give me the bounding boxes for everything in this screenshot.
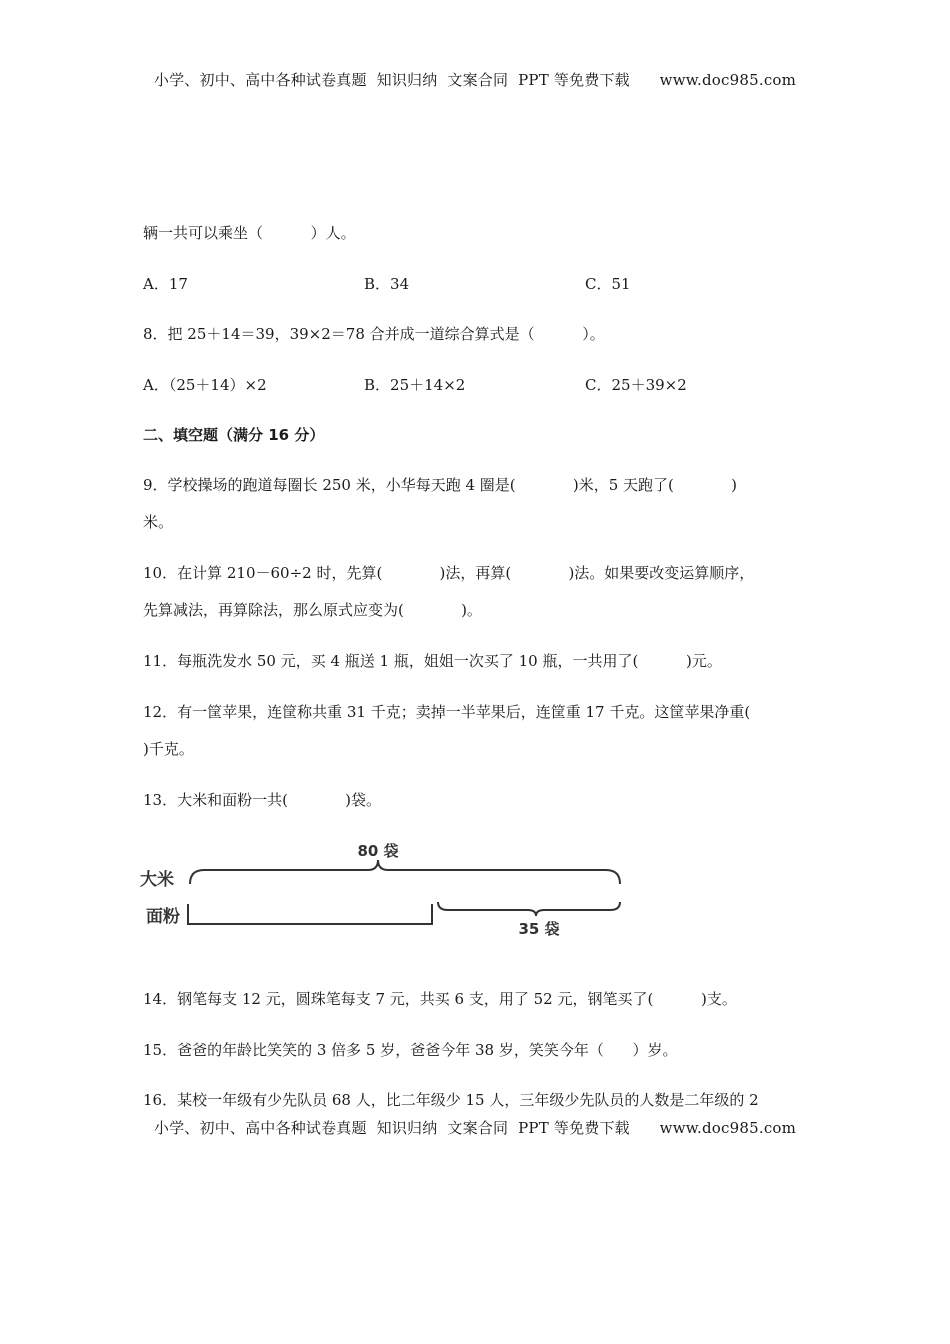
diagram-bottom-label: 35 袋 (518, 920, 560, 938)
question-7-option-c: C．51 (585, 275, 631, 293)
question-8-line: 8．把 25＋14＝39，39×2＝78 合并成一道综合算式是（ ）。 (143, 325, 605, 343)
question-7-line: 辆一共可以乘坐（ ）人。 (143, 224, 356, 242)
question-8-option-c: C．25＋39×2 (585, 376, 687, 394)
question-16-line: 16．某校一年级有少先队员 68 人，比二年级少 15 人，三年级少先队员的人数是二年级的 2 (143, 1091, 759, 1109)
flour-segment (188, 904, 432, 924)
question-9-line-1: 9．学校操场的跑道每圈长 250 米，小华每天跑 4 圈是( )米，5 天跑了( ) (143, 476, 737, 494)
diagram-rice-label: 大米 (140, 870, 174, 890)
question-7-option-a: A．17 (143, 275, 188, 293)
question-7-option-b: B．34 (364, 275, 410, 293)
question-13-line: 13．大米和面粉一共( )袋。 (143, 791, 382, 809)
question-8-option-a: A．（25＋14）×2 (143, 376, 267, 394)
question-10-line-2: 先算减法，再算除法，那么原式应变为( )。 (143, 601, 482, 619)
question-12-line-1: 12．有一筐苹果，连筐称共重 31 千克；卖掉一半苹果后，连筐重 17 千克。这筐苹果净重( (143, 703, 751, 721)
diagram-flour-label: 面粉 (146, 907, 180, 927)
question-15-line: 15．爸爸的年龄比笑笑的 3 倍多 5 岁，爸爸今年 38 岁，笑笑今年（ ）岁。 (143, 1041, 678, 1059)
page-header: 小学、初中、高中各种试卷真题 知识归纳 文案合同 PPT 等免费下载 www.doc985.com (153, 71, 797, 89)
question-10-line-1: 10．在计算 210－60÷2 时，先算( )法，再算( )法。如果要改变运算顺序， (143, 564, 755, 582)
section-title: 二、填空题（满分 16 分） (143, 426, 325, 444)
rice-brace (190, 860, 620, 884)
page-footer: 小学、初中、高中各种试卷真题 知识归纳 文案合同 PPT 等免费下载 www.doc985.com (153, 1119, 797, 1137)
question-14-line: 14．钢笔每支 12 元，圆珠笔每支 7 元，共买 6 支，用了 52 元，钢笔买了( )支。 (143, 990, 737, 1008)
question-11-line: 11．每瓶洗发水 50 元，买 4 瓶送 1 瓶，姐姐一次买了 10 瓶，一共用了( )元。 (143, 652, 722, 670)
question-8-option-b: B．25＋14×2 (364, 376, 466, 394)
difference-brace (438, 902, 620, 916)
question-12-line-2: )千克。 (143, 740, 194, 758)
rice-flour-line-diagram (138, 832, 638, 944)
question-9-line-2: 米。 (143, 513, 174, 531)
diagram-top-label: 80 袋 (357, 842, 399, 860)
